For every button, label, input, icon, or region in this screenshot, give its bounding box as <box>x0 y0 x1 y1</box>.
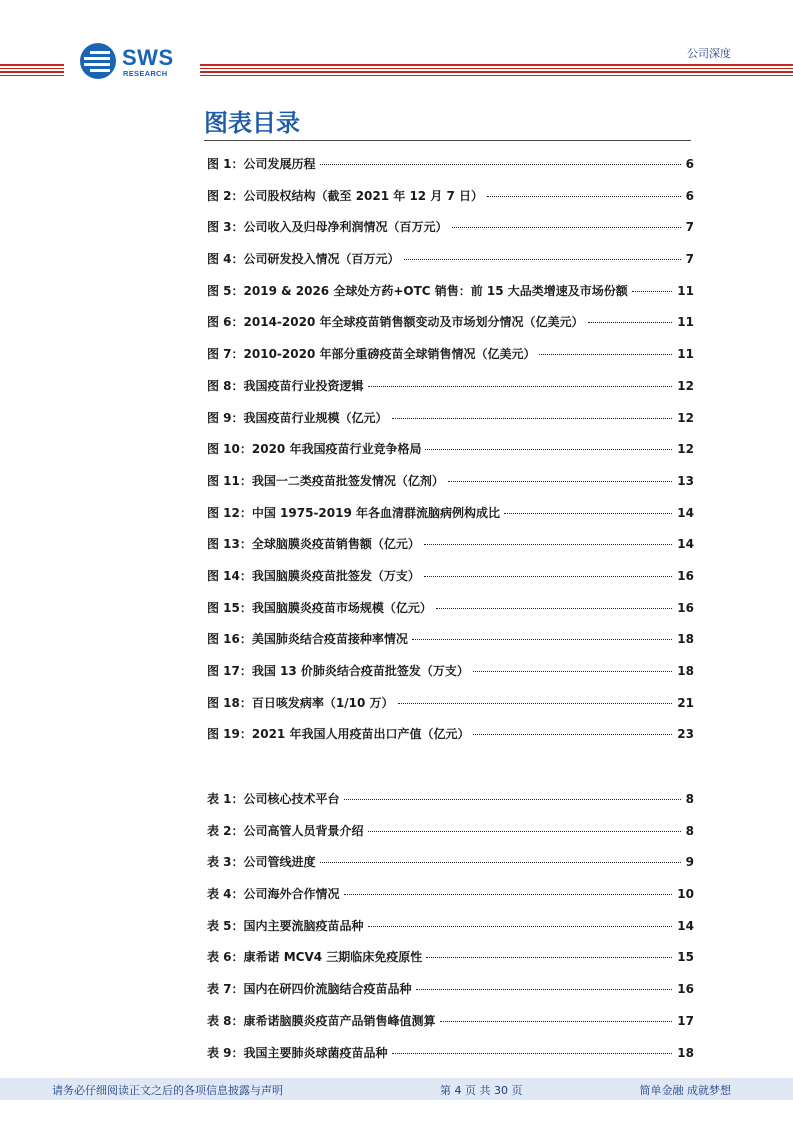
company-logo <box>80 43 190 83</box>
toc-figure-entry[interactable] <box>207 630 694 662</box>
header-rule-right <box>200 64 793 78</box>
dot-leader <box>424 576 672 577</box>
dot-leader <box>539 354 672 355</box>
toc-figure-entry[interactable] <box>207 218 694 250</box>
toc-figure-entry-page-number: 7 <box>685 252 694 267</box>
toc-table-entry[interactable] <box>207 917 694 949</box>
toc-table-entry[interactable] <box>207 853 694 885</box>
toc-figure-entry[interactable] <box>207 472 694 504</box>
toc-table-entry[interactable] <box>207 948 694 980</box>
toc-figure-entry-page-number: 11 <box>677 347 694 362</box>
toc-figure-entry-label: 图 9：我国疫苗行业规模（亿元） <box>207 410 388 425</box>
toc-table-entry-page-number: 18 <box>677 1045 694 1060</box>
toc-table-entry[interactable] <box>207 1044 694 1076</box>
dot-leader <box>473 734 672 735</box>
toc-figure-entry[interactable] <box>207 345 694 377</box>
dot-leader <box>392 418 673 419</box>
toc-table-entry-page-number: 17 <box>677 1013 694 1028</box>
toc-figure-entry[interactable] <box>207 535 694 567</box>
toc-figure-entry-label: 图 1：公司发展历程 <box>207 157 316 171</box>
dot-leader <box>320 862 681 863</box>
toc-figure-entry[interactable] <box>207 662 694 694</box>
toc-table-entry-label: 表 9：我国主要肺炎球菌疫苗品种 <box>207 1045 388 1060</box>
toc-table-entry-page-number: 10 <box>677 887 694 902</box>
toc-figure-entry-label: 图 11：我国一二类疫苗批签发情况（亿剂） <box>207 473 444 488</box>
dot-leader <box>448 481 672 482</box>
dot-leader <box>487 196 681 197</box>
toc-figure-entry-label: 图 13：全球脑膜炎疫苗销售额（亿元） <box>207 537 420 552</box>
toc-figure-entry-label: 图 4：公司研发投入情况（百万元） <box>207 252 400 267</box>
toc-figure-entry[interactable] <box>207 282 694 314</box>
toc-figure-entry-page-number: 7 <box>685 220 694 235</box>
toc-figure-entry[interactable] <box>207 504 694 536</box>
toc-figure-entry-page-number: 11 <box>677 283 694 298</box>
toc-figure-entry-label: 图 17：我国 13 价肺炎结合疫苗批签发（万支） <box>207 664 469 678</box>
dot-leader <box>344 799 681 800</box>
toc-table-entry[interactable] <box>207 1012 694 1044</box>
footer-disclaimer: 请务必仔细阅读正文之后的各项信息披露与声明 <box>52 1084 283 1097</box>
dot-leader <box>440 1021 673 1022</box>
logo-subtext: RESEARCH <box>123 69 168 78</box>
toc-table-entry-label: 表 7：国内在研四价流脑结合疫苗品种 <box>207 982 412 997</box>
toc-figure-entry[interactable] <box>207 250 694 282</box>
toc-table-entry-label: 表 6：康希诺 MCV4 三期临床免疫原性 <box>207 950 423 965</box>
toc-figure-entry[interactable] <box>207 313 694 345</box>
page-title: 图表目录 <box>204 109 300 137</box>
toc-figure-entry-page-number: 14 <box>677 537 694 552</box>
toc-figure-entry[interactable] <box>207 409 694 441</box>
toc-figure-entry-label: 图 7：2010-2020 年部分重磅疫苗全球销售情况（亿美元） <box>207 347 536 362</box>
toc-table-entry-label: 表 4：公司海外合作情况 <box>207 887 340 902</box>
toc-figure-entry-page-number: 21 <box>677 695 694 710</box>
toc-table-entry[interactable] <box>207 822 694 854</box>
toc-table-entry-page-number: 15 <box>677 950 694 965</box>
footer-page-info: 第 4 页 共 30 页 <box>440 1084 523 1097</box>
toc-figure-entry-label: 图 10：2020 年我国疫苗行业竞争格局 <box>207 442 422 457</box>
toc-figure-entry-page-number: 13 <box>677 473 694 488</box>
toc-table-entry-label: 表 5：国内主要流脑疫苗品种 <box>207 918 364 933</box>
toc-table-entry[interactable] <box>207 980 694 1012</box>
dot-leader <box>392 1053 673 1054</box>
dot-leader <box>426 957 672 958</box>
table-list <box>207 790 694 1075</box>
dot-leader <box>412 639 672 640</box>
toc-figure-entry-page-number: 23 <box>677 727 694 742</box>
toc-table-entry[interactable] <box>207 790 694 822</box>
dot-leader <box>398 703 673 704</box>
dot-leader <box>473 671 672 672</box>
toc-figure-entry-page-number: 14 <box>677 505 694 520</box>
toc-figure-entry-page-number: 16 <box>677 600 694 615</box>
dot-leader <box>632 291 672 292</box>
toc-table-entry-label: 表 2：公司高管人员背景介绍 <box>207 823 364 838</box>
toc-figure-entry-label: 图 12：中国 1975-2019 年各血清群流脑病例构成比 <box>207 505 501 520</box>
toc-figure-entry-label: 图 6：2014-2020 年全球疫苗销售额变动及市场划分情况（亿美元） <box>207 315 584 330</box>
dot-leader <box>452 227 681 228</box>
dot-leader <box>368 831 681 832</box>
dot-leader <box>588 322 673 323</box>
toc-table-entry-page-number: 16 <box>677 982 694 997</box>
toc-figure-entry-page-number: 6 <box>685 188 694 203</box>
footer-bar <box>0 1078 793 1100</box>
toc-figure-entry[interactable] <box>207 694 694 726</box>
logo-text: SWS <box>122 45 174 70</box>
toc-figure-entry-page-number: 6 <box>685 157 694 171</box>
dot-leader <box>425 449 672 450</box>
toc-figure-entry-label: 图 3：公司收入及归母净利润情况（百万元） <box>207 220 448 235</box>
dot-leader <box>368 926 673 927</box>
toc-figure-entry-label: 图 14：我国脑膜炎疫苗批签发（万支） <box>207 568 420 583</box>
figure-list <box>207 155 694 757</box>
dot-leader <box>404 259 681 260</box>
dot-leader <box>344 894 673 895</box>
toc-figure-entry-label: 图 8：我国疫苗行业投资逻辑 <box>207 378 364 393</box>
toc-figure-entry[interactable] <box>207 599 694 631</box>
toc-table-entry-page-number: 8 <box>685 823 694 838</box>
toc-figure-entry-page-number: 11 <box>677 315 694 330</box>
toc-figure-entry[interactable] <box>207 440 694 472</box>
toc-table-entry-label: 表 1：公司核心技术平台 <box>207 792 340 806</box>
footer-slogan: 简单金融 成就梦想 <box>639 1084 731 1097</box>
dot-leader <box>416 989 673 990</box>
toc-table-entry-page-number: 8 <box>685 792 694 806</box>
dot-leader <box>368 386 673 387</box>
toc-figure-entry-page-number: 12 <box>677 442 694 457</box>
dot-leader <box>436 608 672 609</box>
dot-leader <box>320 164 681 165</box>
toc-figure-entry[interactable] <box>207 187 694 219</box>
toc-table-entry[interactable] <box>207 885 694 917</box>
toc-figure-entry-label: 图 15：我国脑膜炎疫苗市场规模（亿元） <box>207 600 432 615</box>
toc-figure-entry-page-number: 12 <box>677 378 694 393</box>
toc-figure-entry-label: 图 18：百日咳发病率（1/10 万） <box>207 695 394 710</box>
toc-figure-entry[interactable] <box>207 725 694 757</box>
toc-figure-entry-label: 图 19：2021 年我国人用疫苗出口产值（亿元） <box>207 727 470 742</box>
toc-table-entry-label: 表 3：公司管线进度 <box>207 855 316 870</box>
dot-leader <box>504 513 672 514</box>
toc-figure-entry[interactable] <box>207 567 694 599</box>
header-rule-left <box>0 64 64 78</box>
toc-figure-entry-label: 图 5：2019 & 2026 全球处方药+OTC 销售：前 15 大品类增速及市场份额 <box>207 283 628 298</box>
toc-table-entry-page-number: 9 <box>685 855 694 870</box>
dot-leader <box>424 544 672 545</box>
toc-table-entry-label: 表 8：康希诺脑膜炎疫苗产品销售峰值测算 <box>207 1013 436 1028</box>
toc-figure-entry-page-number: 18 <box>677 664 694 678</box>
toc-figure-entry-page-number: 16 <box>677 568 694 583</box>
toc-figure-entry-label: 图 16：美国肺炎结合疫苗接种率情况 <box>207 632 408 647</box>
toc-figure-entry-label: 图 2：公司股权结构（截至 2021 年 12 月 7 日） <box>207 188 484 203</box>
toc-table-entry-page-number: 14 <box>677 918 694 933</box>
logo-globe-icon <box>80 43 116 79</box>
toc-figure-entry-page-number: 18 <box>677 632 694 647</box>
toc-figure-entry-page-number: 12 <box>677 410 694 425</box>
title-divider <box>204 140 691 141</box>
toc-figure-entry[interactable] <box>207 155 694 187</box>
toc-figure-entry[interactable] <box>207 377 694 409</box>
report-type: 公司深度 <box>687 47 731 60</box>
